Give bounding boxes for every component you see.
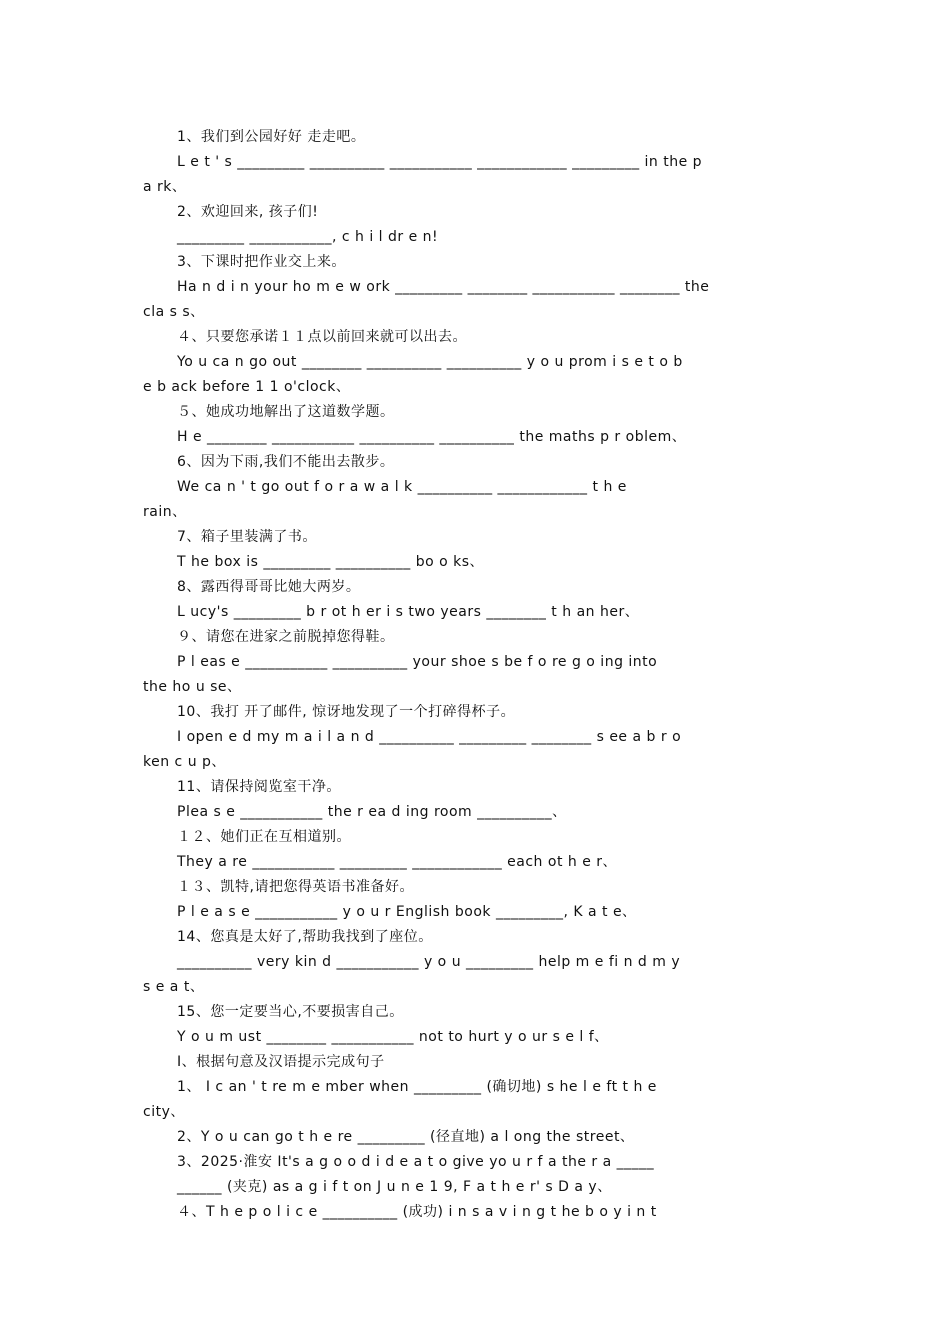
q13-english: P l e a s e ___________ y o u r English book _________, K a t e、 — [177, 904, 637, 920]
q9-english-cont: the ho u se、 — [143, 679, 242, 695]
s3-english: 3、2025·淮安 It's a g o o d i d e a t o give yo u r f a the r a _____ — [177, 1154, 655, 1170]
q3-chinese: 3、下课时把作业交上来。 — [177, 254, 346, 270]
q10-english: I open e d my m a i l a n d __________ _________ ________ s ee a b r o — [177, 729, 682, 745]
q8-english: L ucy's _________ b r ot h er i s two years ________ t h an her、 — [177, 604, 640, 620]
q4-chinese: ４、只要您承诺１１点以前回来就可以出去。 — [177, 329, 467, 345]
q4-english: Yo u ca n go out ________ __________ __________ y o u prom i s e t o b — [177, 354, 683, 370]
q3-english-cont: cla s s、 — [143, 304, 205, 320]
q15-chinese: 15、您一定要当心,不要损害自己。 — [177, 1004, 404, 1020]
q9-chinese: ９、请您在进家之前脱掉您得鞋。 — [177, 629, 395, 645]
q11-chinese: 11、请保持阅览室干净。 — [177, 779, 341, 795]
q7-english: T he box is _________ __________ bo o ks、 — [177, 554, 485, 570]
s3-english-cont: ______ (夹克) as a g i f t on J u n e 1 9, F a t h e r' s D a y、 — [177, 1179, 612, 1195]
q6-english: We ca n ' t go out f o r a w a l k __________ ____________ t h e — [177, 479, 627, 495]
s1-english-cont: city、 — [143, 1104, 185, 1120]
q11-english: Plea s e ___________ the r ea d ing room __________、 — [177, 804, 567, 820]
q8-chinese: 8、露西得哥哥比她大两岁。 — [177, 579, 361, 595]
q5-chinese: ５、她成功地解出了这道数学题。 — [177, 404, 395, 420]
q10-chinese: 10、我打 开了邮件, 惊讶地发现了一个打碎得杯子。 — [177, 704, 516, 720]
q7-chinese: 7、箱子里装满了书。 — [177, 529, 317, 545]
q9-english: P l eas e ___________ __________ your shoe s be f o re g o ing into — [177, 654, 658, 670]
q12-chinese: １２、她们正在互相道别。 — [177, 829, 351, 845]
q1-chinese: 1、我们到公园好好 走走吧。 — [177, 129, 366, 145]
q10-english-cont: ken c u p、 — [143, 754, 226, 770]
q6-chinese: 6、因为下雨,我们不能出去散步。 — [177, 454, 395, 470]
section-heading: Ⅰ、根据句意及汉语提示完成句子 — [177, 1054, 385, 1070]
q6-english-cont: rain、 — [143, 504, 187, 520]
q4-english-cont: e b ack before 1 1 o'clock、 — [143, 379, 351, 395]
q2-chinese: 2、欢迎回来, 孩子们! — [177, 204, 319, 220]
q3-english: Ha n d i n your ho m e w ork _________ ________ ___________ ________ the — [177, 279, 710, 295]
q14-english: __________ very kin d ___________ y o u _________ help m e fi n d m y — [177, 954, 681, 970]
s1-english: 1、 I c an ' t re m e mber when _________ (确切地) s he l e ft t h e — [177, 1079, 657, 1095]
q13-chinese: １３、凯特,请把您得英语书准备好。 — [177, 879, 414, 895]
q12-english: They a re ___________ _________ ____________ each ot h e r、 — [177, 854, 618, 870]
q2-english: _________ ___________, c h i l dr e n! — [177, 229, 439, 245]
q1-english: L e t ' s _________ __________ ___________ ____________ _________ in the p — [177, 154, 703, 170]
q14-chinese: 14、您真是太好了,帮助我找到了座位。 — [177, 929, 433, 945]
s2-english: 2、Y o u can go t h e re _________ (径直地) a l ong the street、 — [177, 1129, 635, 1145]
q15-english: Y o u m ust ________ ___________ not to hurt y o ur s e l f、 — [177, 1029, 609, 1045]
q1-english-cont: a rk、 — [143, 179, 187, 195]
q14-english-cont: s e a t、 — [143, 979, 205, 995]
q5-english: H e ________ ___________ __________ __________ the maths p r oblem、 — [177, 429, 687, 445]
s4-english: ４、T h e p o l i c e __________ (成功) i n s a v i n g t he b o y i n t — [177, 1204, 657, 1220]
